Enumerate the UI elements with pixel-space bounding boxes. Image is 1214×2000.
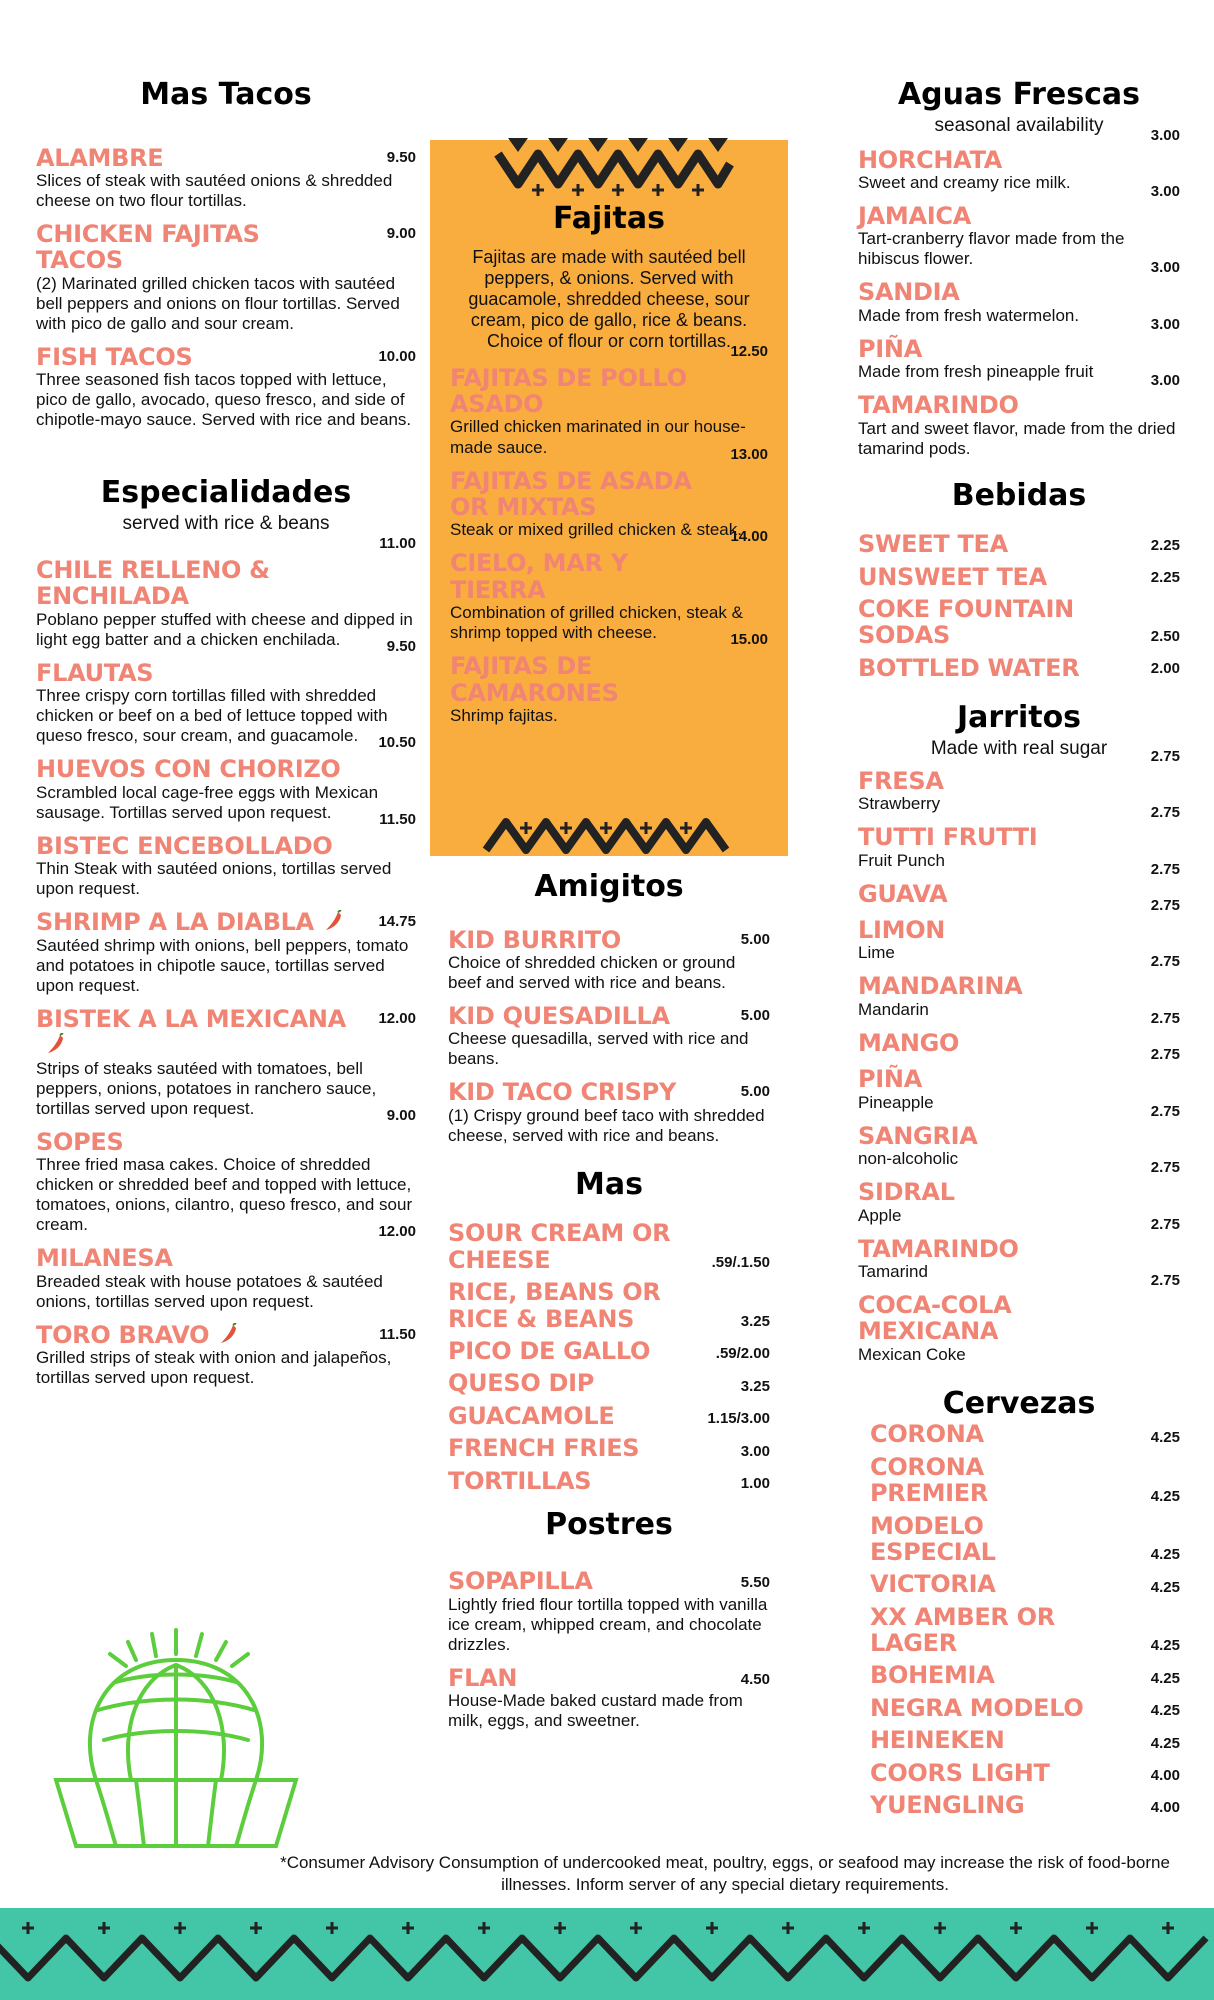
item-price: 5.00 <box>740 1006 770 1024</box>
item-name: COKE FOUNTAIN SODAS <box>858 595 1074 650</box>
fajitas-intro: Fajitas are made with sautéed bell peppers, & onions. Served with guacamole, shredded cheese, sour cream, pico de gallo, rice & beans. Choice of flour or corn tortillas. <box>468 246 750 352</box>
item-price: 5.50 <box>740 1574 770 1592</box>
item-price: 1.15/3.00 <box>707 1410 770 1428</box>
menu-item-coke-fountain-sodas <box>858 596 1180 649</box>
menu-item-xx-amber-or-lager <box>870 1604 1180 1657</box>
item-price: 3.00 <box>1150 259 1180 277</box>
item-price: 2.75 <box>1150 1272 1180 1290</box>
menu-item-huevos-con-chorizo <box>36 734 416 822</box>
menu-item-corona <box>870 1421 1180 1447</box>
menu-item-bistek-a-la-mexicana <box>36 1006 416 1119</box>
menu-item-sour-cream-or-cheese <box>448 1220 770 1273</box>
item-price: .59/2.00 <box>715 1345 770 1363</box>
item-price: 14.00 <box>730 528 768 546</box>
item-name: TORO BRAVO <box>36 1320 210 1349</box>
item-price: 2.75 <box>1150 747 1180 765</box>
item-name: UNSWEET TEA <box>858 562 1047 591</box>
menu-item-bistec-encebollado <box>36 810 416 899</box>
especialidades-list <box>36 534 416 1388</box>
chili-pepper-icon <box>219 1323 239 1345</box>
item-name: CHICKEN FAJITAS TACOS <box>36 219 260 275</box>
item-name: TAMARINDO <box>858 391 1019 420</box>
item-price: 9.50 <box>386 148 416 166</box>
item-description: Choice of shredded chicken or ground beef and served with rice and beans. <box>448 952 736 992</box>
menu-item-kid-taco-crispy <box>448 1079 770 1145</box>
item-name: PICO DE GALLO <box>448 1337 651 1366</box>
item-name: KID QUESADILLA <box>448 1001 670 1030</box>
middle-lower-column <box>448 870 770 1741</box>
menu-item-sopapilla <box>448 1568 770 1655</box>
item-price: 2.75 <box>1150 804 1180 822</box>
item-name: FLAUTAS <box>36 658 154 687</box>
menu-item-flan <box>448 1665 770 1731</box>
item-name: MODELO ESPECIAL <box>870 1511 996 1566</box>
item-price: 4.00 <box>1150 1767 1180 1785</box>
item-price: 3.25 <box>740 1313 770 1331</box>
jarritos-title: Jarritos <box>956 700 1082 736</box>
item-name: FAJITAS DE POLLO ASADO <box>450 363 687 419</box>
item-price: 2.00 <box>1150 660 1180 678</box>
item-price: 10.00 <box>378 347 416 365</box>
item-price: 9.00 <box>386 224 416 242</box>
item-name: MANGO <box>858 1028 960 1057</box>
item-price: 11.50 <box>379 810 416 828</box>
item-description: Slices of steak with sautéed onions & shredded cheese on two flour tortillas. <box>36 170 393 210</box>
menu-item-chile-relleno-enchilada <box>36 534 416 650</box>
item-name: TUTTI FRUTTI <box>858 823 1038 852</box>
menu-item-toro-bravo <box>36 1322 416 1388</box>
item-price: 3.00 <box>1150 315 1180 333</box>
item-name: RICE, BEANS OR RICE & BEANS <box>448 1278 661 1333</box>
especialidades-subtitle: served with rice & beans <box>122 512 330 534</box>
item-description: Breaded steak with house potatoes & sautéed onions, tortillas served upon request. <box>36 1271 383 1311</box>
item-name: FISH TACOS <box>36 342 193 371</box>
fajitas-section <box>430 140 788 856</box>
item-price: 9.00 <box>386 1106 416 1124</box>
item-description: Made from fresh pineapple fruit <box>858 362 1094 382</box>
item-name: XX AMBER OR LAGER <box>870 1602 1055 1658</box>
chili-pepper-icon <box>324 910 344 932</box>
footer-pattern-band <box>0 1908 1214 2000</box>
item-name: FAJITAS DE ASADA OR MIXTAS <box>450 466 692 521</box>
zigzag-pattern-icon <box>0 1908 1214 2000</box>
item-price: 14.75 <box>378 913 416 931</box>
item-name: SOPAPILLA <box>448 1567 593 1596</box>
item-description: (1) Crispy ground beef taco with shredded cheese, served with rice and beans. <box>448 1105 765 1145</box>
menu-item-shrimp-a-la-diabla <box>36 909 416 996</box>
item-description: Lime <box>858 943 895 963</box>
item-price: 2.75 <box>1150 1215 1180 1233</box>
item-description: Made from fresh watermelon. <box>858 305 1080 325</box>
menu-item-queso-dip <box>448 1370 770 1396</box>
menu-item-flautas <box>36 637 416 747</box>
item-price: 9.50 <box>386 637 416 655</box>
menu-item-pico-de-gallo <box>448 1338 770 1364</box>
item-price: 3.00 <box>740 1442 770 1460</box>
item-name: KID TACO CRISPY <box>448 1078 677 1107</box>
menu-item-guacamole <box>448 1403 770 1429</box>
mas-tacos-title: Mas Tacos <box>140 77 312 112</box>
item-name: VICTORIA <box>870 1570 996 1599</box>
item-name: CORONA PREMIER <box>870 1452 989 1508</box>
item-price: 4.25 <box>1150 1546 1180 1564</box>
item-name: KID BURRITO <box>448 925 621 954</box>
item-name: JAMAICA <box>858 201 971 230</box>
item-description: Cheese quesadilla, served with rice and beans. <box>448 1029 749 1069</box>
menu-item-modelo-especial <box>870 1513 1180 1566</box>
item-price: 2.75 <box>1150 1009 1180 1027</box>
item-price: 2.75 <box>1150 953 1180 971</box>
item-price: 4.00 <box>1150 1799 1180 1817</box>
postres-list <box>448 1568 770 1731</box>
item-name: FRENCH FRIES <box>448 1434 640 1463</box>
aguas-frescas-subtitle: seasonal availability <box>934 114 1104 136</box>
left-column <box>36 78 416 1398</box>
menu-item-limon <box>858 897 1180 963</box>
item-description: Lightly fried flour tortilla topped with vanilla ice cream, whipped cream, and chocolate drizzles. <box>448 1594 768 1654</box>
bebidas-list <box>858 531 1180 681</box>
item-name: NEGRA MODELO <box>870 1693 1084 1722</box>
menu-item-fajitas-de-asada-or-mixtas <box>450 445 768 541</box>
item-description: Tart and sweet flavor, made from the dried tamarind pods. <box>858 418 1176 458</box>
tribal-pattern-icon <box>482 810 732 860</box>
item-description: Three crispy corn tortillas filled with shredded chicken or beef on a bed of lettuce topped with queso fresco, sour cream, and guacamole. <box>36 686 388 746</box>
item-description: Grilled chicken marinated in our house-made sauce. <box>450 417 746 457</box>
item-name: BISTEC ENCEBOLLADO <box>36 831 333 860</box>
item-price: 4.25 <box>1150 1428 1180 1446</box>
mas-title: Mas <box>575 1166 643 1202</box>
menu-item-french-fries <box>448 1435 770 1461</box>
item-name: COORS LIGHT <box>870 1758 1050 1787</box>
menu-item-fajitas-de-camarones <box>450 631 768 726</box>
item-description: Tamarind <box>858 1261 928 1281</box>
item-description: non-alcoholic <box>858 1149 959 1169</box>
item-price: 3.00 <box>1150 126 1180 144</box>
item-name: CIELO, MAR Y TIERRA <box>450 549 628 604</box>
amigitos-title: Amigitos <box>534 869 684 904</box>
cervezas-list <box>858 1421 1180 1818</box>
item-description: Poblano pepper stuffed with cheese and dipped in light egg batter and a chicken enchilada. <box>36 609 413 649</box>
fajitas-title: Fajitas <box>553 201 665 236</box>
item-price: 4.25 <box>1150 1702 1180 1720</box>
item-name: MANDARINA <box>858 972 1023 1001</box>
item-price: 4.25 <box>1150 1578 1180 1596</box>
item-description: Tart-cranberry flavor made from the hibiscus flower. <box>858 229 1125 269</box>
menu-item-sweet-tea <box>858 531 1180 557</box>
item-price: 4.25 <box>1150 1669 1180 1687</box>
aguas-list <box>858 126 1180 459</box>
menu-item-kid-quesadilla <box>448 1003 770 1069</box>
item-description: Mandarin <box>858 999 929 1019</box>
item-price: 2.75 <box>1150 1102 1180 1120</box>
item-description: Apple <box>858 1205 902 1225</box>
menu-item-chicken-fajitas-tacos <box>36 221 416 334</box>
item-price: 5.00 <box>740 1083 770 1101</box>
item-price: 1.00 <box>740 1474 770 1492</box>
fajitas-list <box>450 342 768 726</box>
item-name: SANDIA <box>858 278 960 307</box>
item-name: SOPES <box>36 1127 124 1156</box>
item-name: COCA-COLA MEXICANA <box>858 1291 1012 1346</box>
mas-tacos-list <box>36 145 416 431</box>
menu-item-horchata <box>858 126 1180 193</box>
item-price: 4.25 <box>1150 1487 1180 1505</box>
postres-title: Postres <box>545 1506 673 1542</box>
item-name: QUESO DIP <box>448 1369 595 1398</box>
item-price: 5.00 <box>740 930 770 948</box>
menu-item-fish-tacos <box>36 344 416 431</box>
menu-item-tortillas <box>448 1468 770 1494</box>
item-description: Three fried masa cakes. Choice of shredded chicken or shredded beef and topped with lettuce, tomatoes, onions, cilantro, queso fresco, and sour cream. <box>36 1155 413 1235</box>
item-description: Shrimp fajitas. <box>450 706 558 726</box>
menu-item-yuengling <box>870 1792 1180 1818</box>
item-name: PIÑA <box>858 1065 922 1094</box>
item-price: 2.75 <box>1150 1159 1180 1177</box>
cervezas-title: Cervezas <box>942 1385 1096 1421</box>
menu-item-coca-cola-mexicana <box>858 1272 1180 1365</box>
item-price: 4.50 <box>740 1671 770 1688</box>
item-description: Sweet and creamy rice milk. <box>858 172 1071 192</box>
especialidades-title: Especialidades <box>100 475 352 511</box>
aguas-frescas-title: Aguas Frescas <box>897 77 1141 112</box>
menu-item-sopes <box>36 1106 416 1236</box>
item-price: 10.50 <box>378 734 416 752</box>
item-price: 3.00 <box>1150 372 1180 390</box>
bebidas-title: Bebidas <box>951 477 1087 513</box>
menu-item-bohemia <box>870 1662 1180 1688</box>
item-name: CORONA <box>870 1420 984 1449</box>
item-description: Strawberry <box>858 794 941 814</box>
item-name: LIMON <box>858 916 946 944</box>
jarritos-subtitle: Made with real sugar <box>930 737 1108 759</box>
item-name: SWEET TEA <box>858 530 1008 559</box>
item-price: 15.00 <box>730 631 768 649</box>
item-description: Combination of grilled chicken, steak & shrimp topped with cheese. <box>450 603 743 643</box>
item-name: HORCHATA <box>858 145 1003 174</box>
item-name: FRESA <box>858 766 944 795</box>
menu-item-pi-a <box>858 1046 1180 1112</box>
item-description: Grilled strips of steak with onion and jalapeños, tortillas served upon request. <box>36 1348 392 1388</box>
item-name: HEINEKEN <box>870 1726 1005 1755</box>
item-description: Strips of steaks sautéed with tomatoes, bell peppers, onions, potatoes in ranchero sauce, tortillas served upon request. <box>36 1058 377 1118</box>
item-price: 3.25 <box>740 1377 770 1395</box>
item-price: 3.00 <box>1150 182 1180 200</box>
item-price: 2.50 <box>1150 627 1180 645</box>
menu-item-kid-burrito <box>448 927 770 993</box>
item-price: 11.00 <box>379 534 416 552</box>
item-price: 12.00 <box>378 1223 416 1241</box>
item-name: ALAMBRE <box>36 143 164 172</box>
item-price: 2.75 <box>1150 1046 1180 1064</box>
item-name: MILANESA <box>36 1244 173 1273</box>
item-description: Steak or mixed grilled chicken & steak. <box>450 520 742 540</box>
item-name: CHILE RELLENO & ENCHILADA <box>36 555 270 611</box>
item-price: 12.00 <box>378 1009 416 1027</box>
item-name: FLAN <box>448 1664 518 1692</box>
item-name: SIDRAL <box>858 1178 955 1207</box>
amigitos-list <box>448 927 770 1146</box>
item-name: SHRIMP A LA DIABLA <box>36 908 314 937</box>
item-price: 4.25 <box>1150 1734 1180 1752</box>
item-description: Scrambled local cage-free eggs with Mexican sausage. Tortillas served upon request. <box>36 782 379 822</box>
item-description: House-Made baked custard made from milk, eggs, and sweetner. <box>448 1691 743 1731</box>
item-price: .59/.1.50 <box>711 1254 770 1272</box>
tribal-pattern-icon <box>494 124 734 204</box>
menu-item-corona-premier <box>870 1454 1180 1507</box>
item-price: 2.75 <box>1150 897 1180 914</box>
item-price: 2.25 <box>1150 569 1180 587</box>
item-name: FAJITAS DE CAMARONES <box>450 652 619 707</box>
right-column <box>858 78 1180 1824</box>
item-name: PIÑA <box>858 334 922 363</box>
item-name: GUAVA <box>858 879 948 908</box>
menu-item-rice-beans-or-rice-beans <box>448 1279 770 1332</box>
item-name: BOHEMIA <box>870 1661 995 1690</box>
menu-item-sandia <box>858 259 1180 325</box>
item-price: 11.50 <box>379 1325 416 1343</box>
cactus-icon <box>36 1620 316 1850</box>
item-description: Three seasoned fish tacos topped with lettuce, pico de gallo, avocado, queso fresco, and side of chipotle-mayo sauce. Served with rice and beans. <box>36 370 412 430</box>
item-name: GUACAMOLE <box>448 1401 615 1430</box>
menu-item-heineken <box>870 1727 1180 1753</box>
consumer-advisory: *Consumer Advisory Consumption of undercooked meat, poultry, eggs, or seafood may increase the risk of food-borne illnesses. Inform server of any special dietary requirements. <box>280 1853 1170 1895</box>
menu-item-negra-modelo <box>870 1695 1180 1721</box>
item-name: TAMARINDO <box>858 1234 1019 1263</box>
chili-pepper-icon <box>46 1033 66 1055</box>
item-description: Mexican Coke <box>858 1344 966 1364</box>
item-name: TORTILLAS <box>448 1466 592 1495</box>
item-description: Pineapple <box>858 1092 934 1112</box>
item-name: SANGRIA <box>858 1121 978 1150</box>
menu-item-alambre <box>36 145 416 211</box>
menu-item-milanesa <box>36 1223 416 1311</box>
item-description: Sautéed shrimp with onions, bell peppers, tomato and potatoes in chipotle sauce, tortillas served upon request. <box>36 935 409 995</box>
item-description: (2) Marinated grilled chicken tacos with sautéed bell peppers and onions on flour tortillas. Served with pico de gallo and sour cream. <box>36 273 400 333</box>
mas-list <box>448 1220 770 1494</box>
item-price: 13.00 <box>730 445 768 463</box>
item-name: SOUR CREAM OR CHEESE <box>448 1219 671 1274</box>
item-price: 2.75 <box>1150 860 1180 878</box>
item-description: Thin Steak with sautéed onions, tortillas served upon request. <box>36 859 392 899</box>
menu-item-fajitas-de-pollo-asado <box>450 342 768 458</box>
item-price: 2.25 <box>1150 536 1180 554</box>
menu-item-coors-light <box>870 1760 1180 1786</box>
item-name: HUEVOS CON CHORIZO <box>36 755 341 784</box>
item-price: 12.50 <box>730 342 768 360</box>
item-name: BOTTLED WATER <box>858 653 1080 682</box>
menu-item-victoria <box>870 1571 1180 1597</box>
item-name: YUENGLING <box>870 1791 1025 1820</box>
item-name: BISTEK A LA MEXICANA <box>36 1004 346 1033</box>
menu-item-bottled-water <box>858 655 1180 681</box>
item-price: 4.25 <box>1150 1637 1180 1655</box>
item-description: Fruit Punch <box>858 850 945 870</box>
menu-item-unsweet-tea <box>858 564 1180 590</box>
